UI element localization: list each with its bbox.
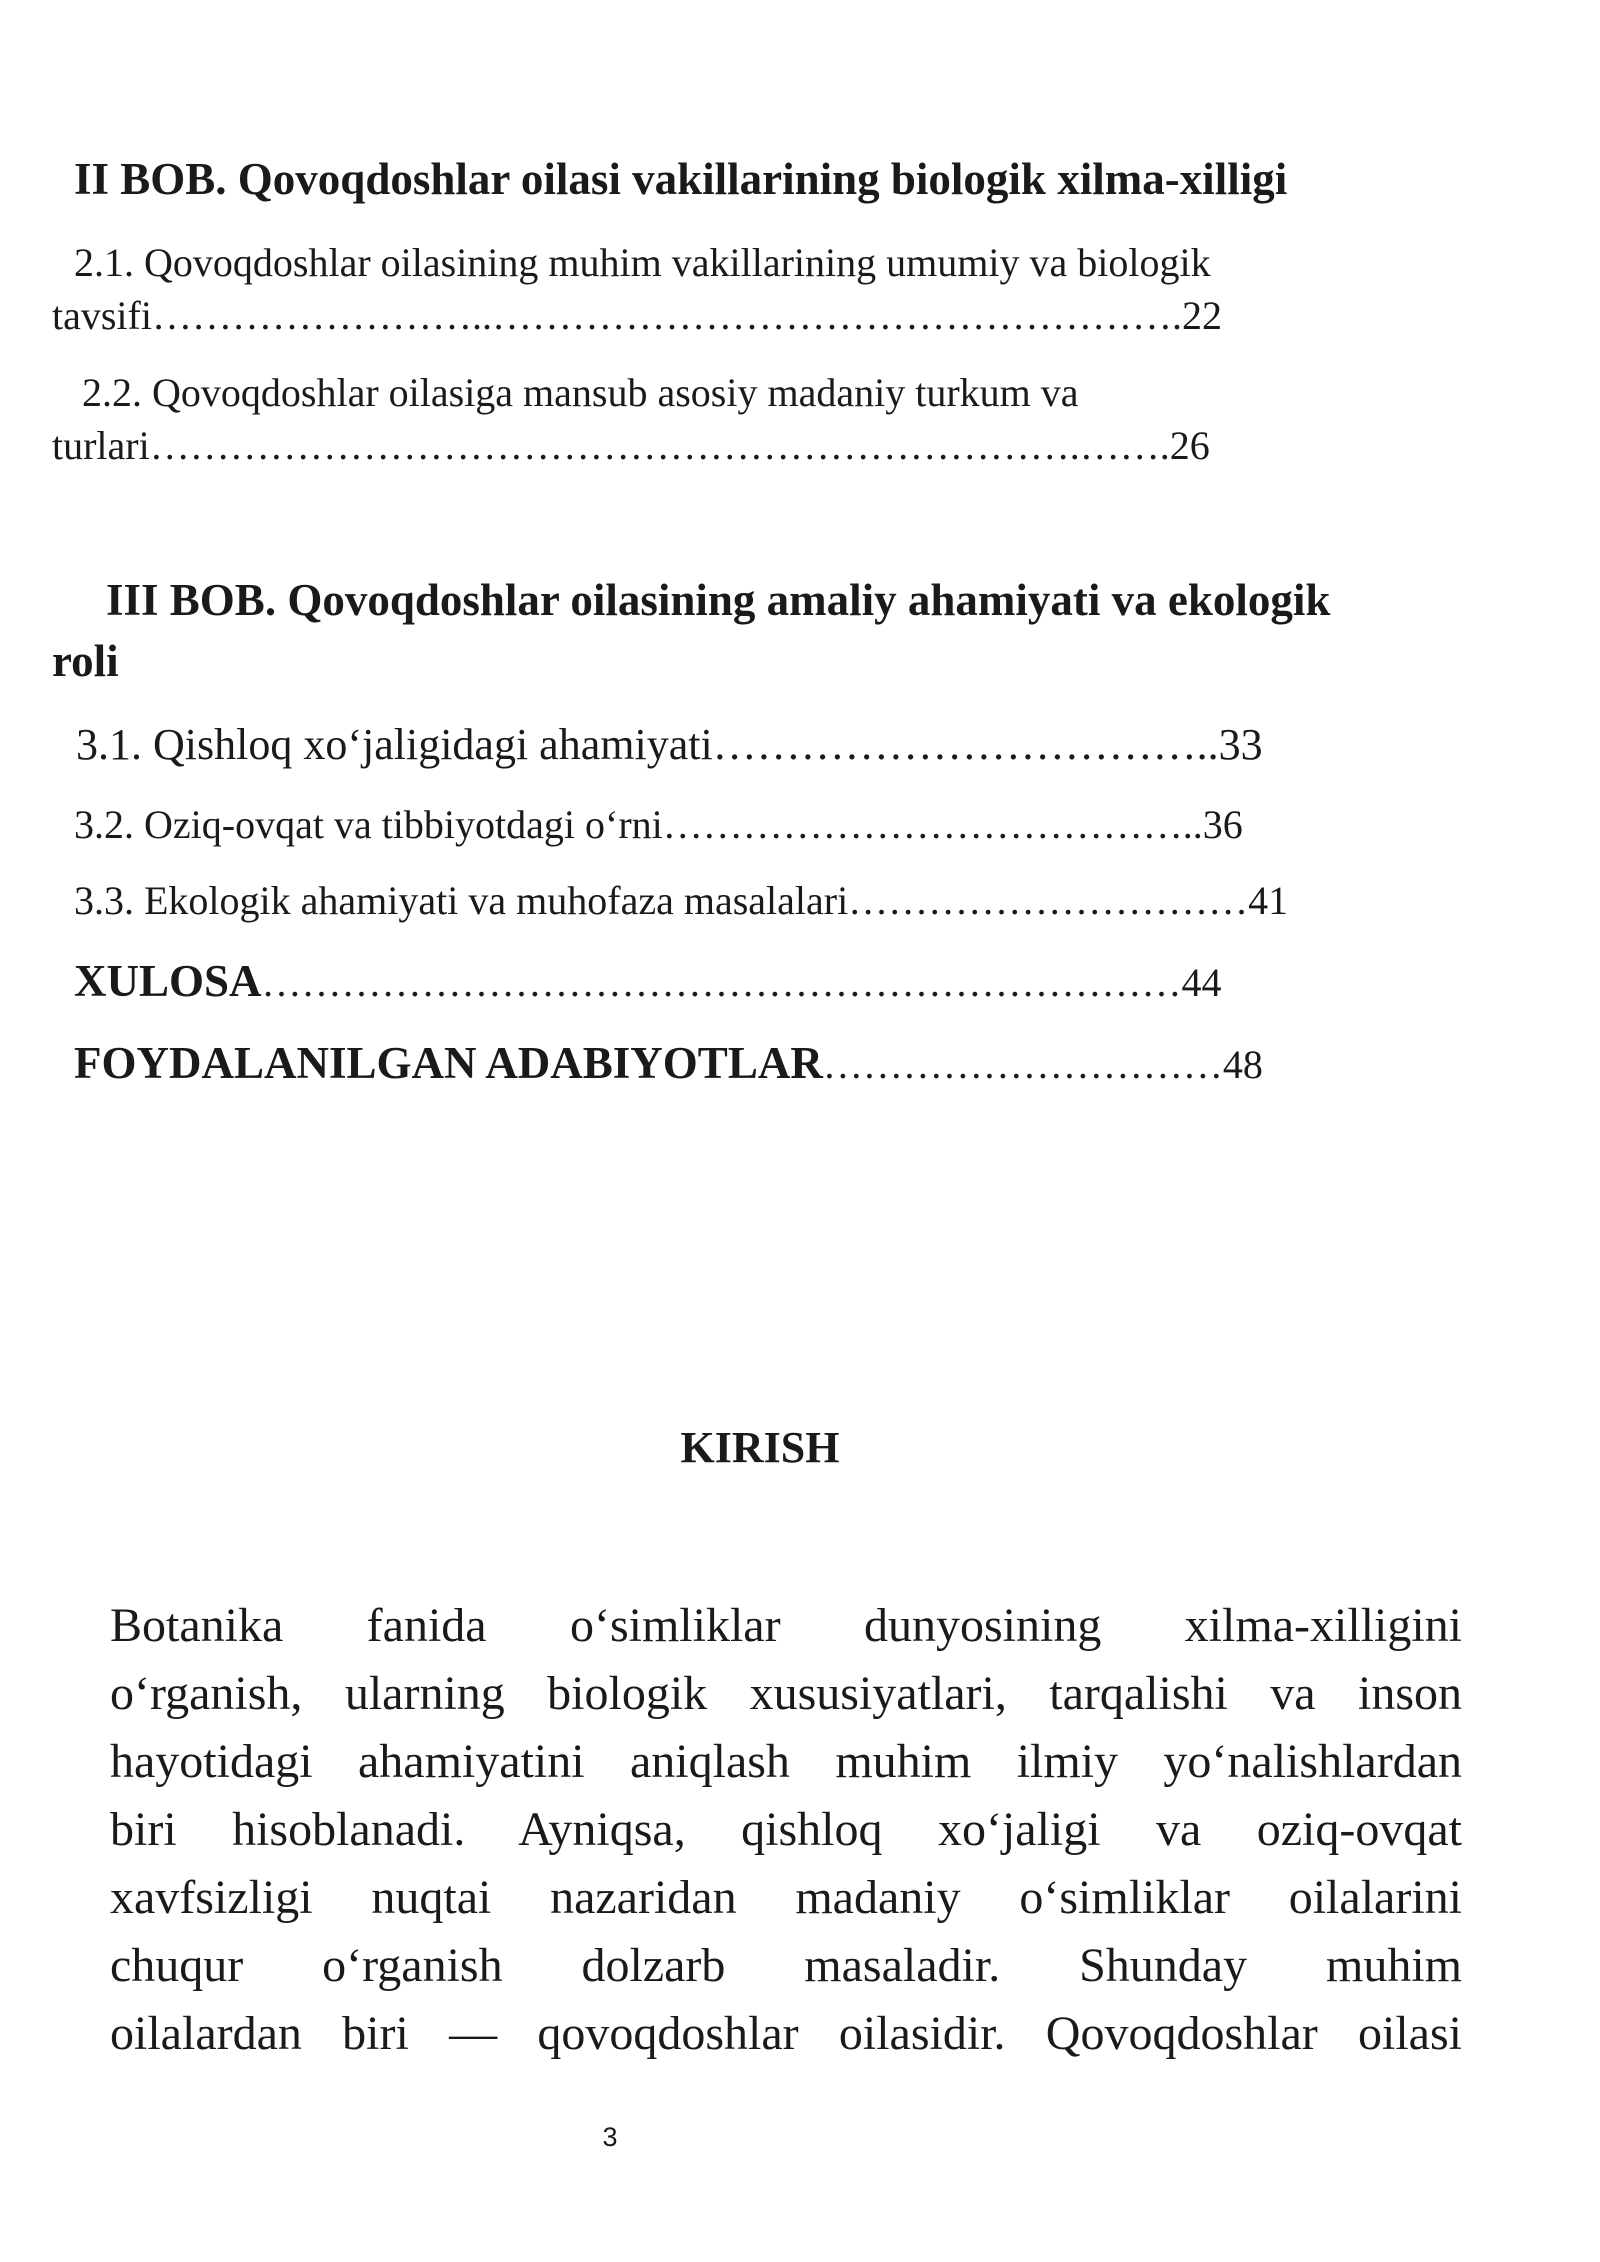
intro-line: oilalardan biri — qovoqdoshlar oilasidir. Qovoqdoshlar oilasi bbox=[110, 2007, 1462, 2060]
toc-entry-2-1-line2: tavsifi……………………..…………………………………………….22 bbox=[52, 293, 1222, 338]
page-number: 3 bbox=[602, 2122, 618, 2152]
toc-entry-2-2-line2: turlari…………………………………………………………….…….26 bbox=[52, 423, 1210, 468]
toc-entry-2-2-line1: 2.2. Qovoqdoshlar oilasiga mansub asosiy madaniy turkum va bbox=[82, 370, 1079, 415]
intro-heading: KIRISH bbox=[680, 1423, 840, 1472]
chapter-2-title: II BOB. Qovoqdoshlar oilasi vakillarining biologik xilma-xilligi bbox=[74, 154, 1288, 204]
conclusion-label: XULOSA bbox=[74, 956, 262, 1006]
intro-line: hayotidagi ahamiyatini aniqlash muhim ilmiy yo‘nalishlardan bbox=[110, 1735, 1462, 1788]
intro-line: biri hisoblanadi. Ayniqsa, qishloq xo‘jaligi va oziq-ovqat bbox=[110, 1803, 1462, 1856]
intro-line: chuqur o‘rganish dolzarb masaladir. Shunday muhim bbox=[110, 1939, 1462, 1992]
intro-line: xavfsizligi nuqtai nazaridan madaniy o‘simliklar oilalarini bbox=[110, 1871, 1462, 1924]
intro-line: o‘rganish, ularning biologik xususiyatlari, tarqalishi va inson bbox=[110, 1667, 1462, 1720]
toc-entry-conclusion bbox=[74, 956, 1222, 1008]
chapter-3-title-line2: roli bbox=[52, 636, 119, 686]
chapter-3-title-line1: III BOB. Qovoqdoshlar oilasining amaliy ahamiyati va ekologik bbox=[106, 575, 1331, 625]
toc-entry-3-2: 3.2. Oziq-ovqat va tibbiyotdagi o‘rni…………………………………..36 bbox=[74, 802, 1243, 847]
intro-paragraph bbox=[110, 1592, 1462, 2068]
toc-entry-references bbox=[74, 1038, 1263, 1090]
conclusion-dots-page: ……………………………………………………………44 bbox=[261, 960, 1222, 1005]
toc-entry-3-3: 3.3. Ekologik ahamiyati va muhofaza masalalari…………………………41 bbox=[74, 878, 1289, 923]
references-label: FOYDALANILGAN ADABIYOTLAR bbox=[74, 1038, 823, 1088]
intro-line: Botanika fanida o‘simliklar dunyosining xilma-xilligini bbox=[110, 1599, 1462, 1652]
references-dots-page: …………………………48 bbox=[822, 1042, 1263, 1087]
toc-entry-2-1-line1: 2.1. Qovoqdoshlar oilasining muhim vakillarining umumiy va biologik bbox=[74, 240, 1211, 285]
toc-entry-3-1: 3.1. Qishloq xo‘jaligidagi ahamiyati……………………………..33 bbox=[76, 720, 1263, 769]
